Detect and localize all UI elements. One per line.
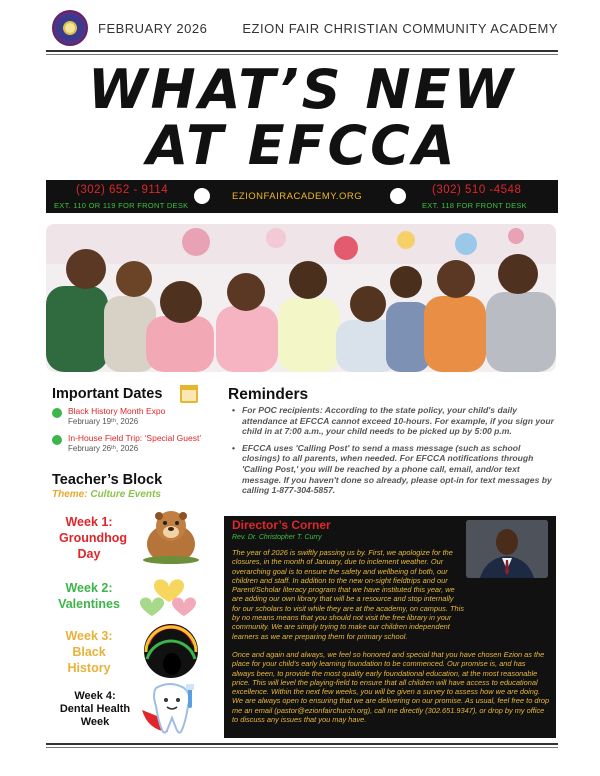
page-header xyxy=(46,10,558,46)
event-title: In-House Field Trip: ‘Special Guest’ xyxy=(68,433,202,443)
event-date: February 19ᵗʰ, 2026 xyxy=(68,417,139,426)
week-4-label xyxy=(50,690,140,729)
groundhog-icon xyxy=(140,508,202,564)
title-line-2: AT EFCCA xyxy=(146,114,458,177)
theme-line xyxy=(52,489,161,500)
reminders-heading: Reminders xyxy=(228,386,309,403)
director-paragraph: The year of 2026 is swiftly passing us by. First, we apologize for the closures, in the month of January, due to inclement weather. Our overarching goal is to ensure the safety and wellbeing of both, our children and staff. In addition to the new on-sight fieldtrips and our Parent/Scholar literacy program that we have instituted this year, we are adding our own library that will be a resource and stop internally for our scholars to visit while they are at the academy, on campus. This by no means means that you should not visit the free library in your community. We are simply trying to make our children independent learners as we are preparing them for primary school. xyxy=(232,548,464,641)
black-history-silhouette-icon xyxy=(142,622,200,680)
week-number: Week 3: xyxy=(65,629,113,643)
school-name: EZION FAIR CHRISTIAN COMMUNITY ACADEMY xyxy=(242,21,558,36)
phone-secondary: (302) 510 -4548 xyxy=(432,184,522,196)
newsletter-title xyxy=(46,58,558,177)
week-2-label xyxy=(44,580,134,612)
calendar-icon xyxy=(180,385,198,403)
week-3-label xyxy=(44,628,134,676)
contact-bar xyxy=(46,180,558,213)
teachers-block-heading: Teacher’s Block xyxy=(52,472,163,488)
week-name: Black History xyxy=(67,645,111,675)
candy-hearts-icon xyxy=(136,566,202,620)
director-message xyxy=(232,548,550,733)
academy-logo xyxy=(52,10,88,46)
theme-value: Culture Events xyxy=(90,489,161,500)
week-number: Week 2: xyxy=(65,581,113,595)
students-group-photo xyxy=(46,224,556,372)
footer-divider xyxy=(46,743,558,745)
theme-label: Theme: xyxy=(52,489,88,500)
phone-main: (302) 652 - 9114 xyxy=(76,184,169,196)
week-name: Valentines xyxy=(58,597,120,611)
reminder-item: • For POC recipients: According to the state policy, your child's daily attendance at EFCCA cannot exceed 10-hours. For example, if you sign your child in at 7:00 a.m., your child needs to be picked up by 5:00 p.m. xyxy=(232,405,558,437)
header-divider xyxy=(46,50,558,52)
header-divider-thin xyxy=(46,54,558,55)
bullet-dot-icon xyxy=(390,188,406,204)
green-bullet-icon xyxy=(52,408,62,418)
week-number: Week 1: xyxy=(65,515,113,529)
website-link[interactable]: EZIONFAIRACADEMY.ORG xyxy=(232,191,363,202)
important-dates-heading: Important Dates xyxy=(52,386,163,402)
title-line-1: WHAT’S NEW xyxy=(87,58,517,121)
week-name: Groundhog Day xyxy=(59,531,128,561)
directors-corner-heading: Director’s Corner xyxy=(232,518,331,532)
week-number: Week 4: xyxy=(74,690,116,702)
phone-secondary-extension: EXT. 118 FOR FRONT DESK xyxy=(422,201,527,210)
director-paragraph: Once and again and always, we feel so honored and special that you have chosen Ezion as the place for your child's early learning foundation to be commenced. Our promise is, and has always been, to provide the most quality early foundational education, at the most reasonable price. This will level the playing-field to ensure that all children will have access to educational excellence. Within the next few weeks, you will be given a survey to assess how we are doing. We are always open to ensuring that we are delivering on our promise. As usual, feel free to drop me an email (pastor@ezionfairchurch.org), call me directly (302.651.9347), or drop by my office to discuss any issues that you may have. xyxy=(232,649,550,725)
week-name: Dental Health Week xyxy=(59,703,131,728)
phone-main-extension: EXT. 110 OR 119 FOR FRONT DESK xyxy=(54,201,189,210)
directors-corner xyxy=(224,516,556,738)
reminders-list xyxy=(232,405,558,502)
bullet-dot-icon xyxy=(194,188,210,204)
event-date: February 26ᵗʰ, 2026 xyxy=(68,444,139,453)
director-name: Rev. Dr. Christopher T. Curry xyxy=(232,534,322,541)
event-title: Black History Month Expo xyxy=(68,406,166,416)
green-bullet-icon xyxy=(52,435,62,445)
tooth-superhero-icon xyxy=(134,680,208,740)
reminder-item: • EFCCA uses 'Calling Post' to send a mass message (such as school closings) to all parents, when needed. For EFCCA notifications through 'Calling Post,' you will be reached by a phone call, email, and/or text message. If you haven't done so already, please opt-in for text messages by calling 1-877-304-5857. xyxy=(232,443,558,496)
issue-month: FEBRUARY 2026 xyxy=(98,21,208,36)
footer-divider-thin xyxy=(46,747,558,748)
week-1-label xyxy=(44,514,134,562)
